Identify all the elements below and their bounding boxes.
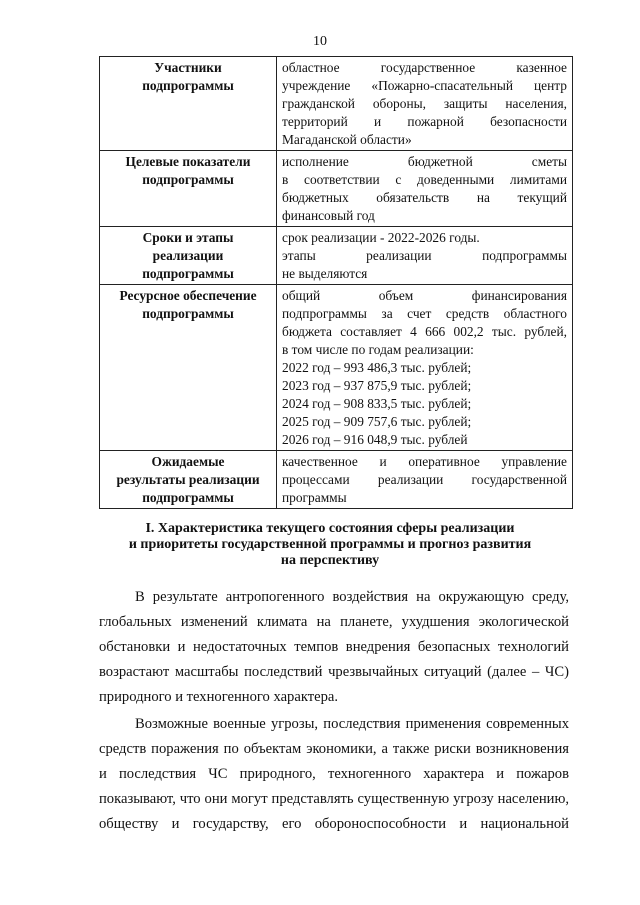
section-title-line: I. Характеристика текущего состояния сферы реализации [145,521,515,536]
table-row [100,57,573,151]
table-row [100,151,573,227]
value-line: областное государственное казенное [282,60,567,75]
page-number: 10 [313,34,327,49]
paragraph [99,712,569,837]
paragraph-line: средств поражения по объектам экономики, а также риски возникновения [99,741,569,757]
section-title [110,521,550,569]
value-line: качественное и оперативное управление [282,454,567,469]
label-line: подпрограммы [142,490,234,505]
table-row [100,227,573,285]
value-line: территорий и пожарной безопасности [282,114,567,129]
label-line: Целевые показатели [125,154,251,169]
paragraph [99,585,569,710]
value-line: 2024 год – 908 833,5 тыс. рублей; [282,396,472,411]
subprogram-passport-table [99,56,573,509]
value-line: 2022 год – 993 486,3 тыс. рублей; [282,360,472,375]
row-label [100,57,277,151]
value-line: этапы реализации подпрограммы [282,248,567,263]
value-line: бюджетных обязательств на текущий [282,190,567,205]
label-line: подпрограммы [142,266,234,281]
row-value [277,227,573,285]
paragraph-line: Возможные военные угрозы, последствия применения современных [135,716,569,732]
value-line: в том числе по годам реализации: [282,342,474,357]
row-value [277,151,573,227]
value-line: общий объем финансирования [282,288,567,303]
row-label [100,151,277,227]
row-value [277,451,573,509]
label-line: подпрограммы [142,172,234,187]
value-line: 2026 год – 916 048,9 тыс. рублей [282,432,468,447]
value-line: финансовый год [282,208,375,223]
paragraph-line: В результате антропогенного воздействия на окружающую среду, [135,589,569,605]
paragraph-line: показывают, что они могут представлять существенную угрозу населению, [99,791,569,807]
row-label [100,227,277,285]
label-line: Участники [154,60,222,75]
section-title-line: и приоритеты государственной программы и прогноз развития [128,537,532,552]
table-row [100,451,573,509]
value-line: 2025 год – 909 757,6 тыс. рублей; [282,414,472,429]
paragraph-line: и последствия ЧС природного, техногенного характера и пожаров [99,766,569,782]
paragraph-line: глобальных изменений климата на планете, ухудшения экологической [99,614,569,630]
label-line: Ожидаемые [151,454,225,469]
value-line: процессами реализации государственной [282,472,567,487]
paragraph-line: обстановки и недостаточных темпов внедрения безопасных технологий [99,639,569,655]
label-line: реализации [152,248,224,263]
row-value [277,57,573,151]
paragraph-line: обществу и государству, его обороноспособности и национальной [99,816,569,832]
value-line: учреждение «Пожарно-спасательный центр [282,78,567,93]
value-line: не выделяются [282,266,368,281]
value-line: 2023 год – 937 875,9 тыс. рублей; [282,378,472,393]
label-line: Сроки и этапы [142,230,234,245]
value-line: гражданской обороны, защиты населения, [282,96,567,111]
value-line: подпрограммы за счет средств областного [282,306,567,321]
row-label [100,285,277,451]
row-value [277,285,573,451]
value-line: исполнение бюджетной сметы [282,154,567,169]
label-line: подпрограммы [142,306,234,321]
table-row [100,285,573,451]
value-line: Магаданской области» [282,132,412,147]
section-title-line: на перспективу [280,553,380,568]
paragraph-line: возрастают масштабы последствий чрезвычайных ситуаций (далее – ЧС) [99,664,569,680]
paragraph-line: природного и техногенного характера. [99,689,339,705]
label-line: Ресурсное обеспечение [119,288,257,303]
row-label [100,451,277,509]
value-line: программы [282,490,347,505]
label-line: подпрограммы [142,78,234,93]
value-line: бюджета составляет 4 666 002,2 тыс. рублей, [282,324,567,339]
label-line: результаты реализации [116,472,260,487]
value-line: в соответствии с доведенными лимитами [282,172,567,187]
value-line: срок реализации - 2022-2026 годы. [282,230,480,245]
